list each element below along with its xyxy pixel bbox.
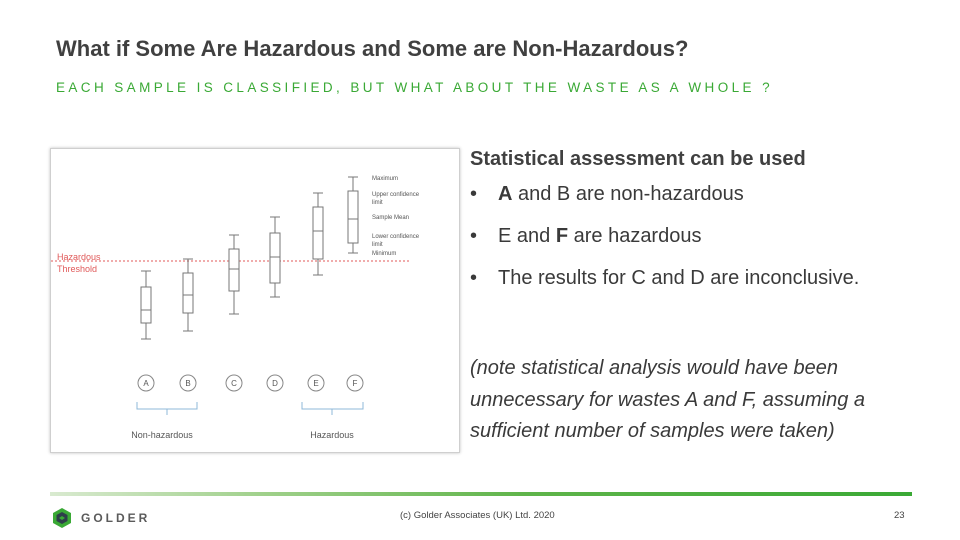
- copyright-text: (c) Golder Associates (UK) Ltd. 2020: [400, 510, 555, 521]
- bullet-item-1: [470, 173, 940, 215]
- bullet-2-tail: are hazardous: [568, 225, 702, 247]
- bullet-3-text: The results for C and D are inconclusive.: [498, 267, 860, 289]
- boxplot-sample-d: [270, 217, 280, 297]
- group-label-nonhazardous: Non-hazardous: [131, 430, 193, 440]
- logo-text: GOLDER: [81, 511, 151, 525]
- slide-subtitle: EACH SAMPLE IS CLASSIFIED, BUT WHAT ABOUT THE WASTE AS A WHOLE ?: [56, 80, 773, 95]
- boxplot-sample-c: [229, 235, 239, 314]
- page-number: 23: [894, 510, 905, 521]
- bullet-2-bold: F: [555, 225, 569, 247]
- golder-logo-icon: [52, 507, 72, 534]
- sample-label-c: C: [231, 379, 237, 388]
- legend-maximum: Maximum: [372, 176, 399, 182]
- bullet-list: [470, 173, 940, 299]
- sample-label-f: F: [352, 379, 358, 388]
- bullet-item-2: [470, 215, 940, 257]
- bullet-dot: •: [470, 183, 478, 205]
- legend-lcl-2: limit: [372, 242, 383, 248]
- note-text: (note statistical analysis would have been unnecessary for wastes A and F, assuming a sufficient number of samples were taken): [470, 357, 866, 442]
- boxplot-sample-b: [183, 259, 193, 331]
- group-label-hazardous: Hazardous: [310, 430, 354, 440]
- threshold-label: Hazardous: [57, 252, 101, 262]
- boxplot-sample-f: [348, 177, 358, 253]
- bullet-2-text: and: [511, 225, 556, 247]
- sample-label-a: A: [143, 379, 149, 388]
- bullet-item-3: [470, 257, 940, 299]
- bullet-2-prefix: E: [498, 225, 512, 247]
- threshold-label-2: Threshold: [57, 264, 98, 274]
- legend-ucl: Upper confidence: [372, 192, 420, 198]
- bracket-hazardous: [302, 402, 363, 409]
- bullet-dot: •: [470, 225, 478, 247]
- content-heading: Statistical assessment can be used: [470, 148, 806, 170]
- boxplot-sample-e: [313, 193, 323, 275]
- legend-minimum: Minimum: [372, 251, 397, 257]
- boxplot-diagram: [50, 148, 460, 453]
- legend-ucl-2: limit: [372, 200, 383, 206]
- boxplot-svg: [51, 149, 459, 452]
- legend-lcl: Lower confidence: [372, 234, 420, 240]
- bracket-nonhazardous: [137, 402, 197, 409]
- slide-title: What if Some Are Hazardous and Some are Non-Hazardous?: [56, 36, 689, 61]
- sample-label-d: D: [272, 379, 278, 388]
- bullet-1-text: and B are non-hazardous: [512, 183, 744, 205]
- boxplot-sample-a: [141, 271, 151, 339]
- content-panel: [470, 146, 940, 299]
- legend-mean: Sample Mean: [372, 215, 410, 221]
- footer-divider: [50, 492, 912, 496]
- sample-label-e: E: [313, 379, 319, 388]
- bullet-1-bold: A: [498, 183, 513, 205]
- sample-label-b: B: [185, 379, 191, 388]
- bullet-dot: •: [470, 267, 478, 289]
